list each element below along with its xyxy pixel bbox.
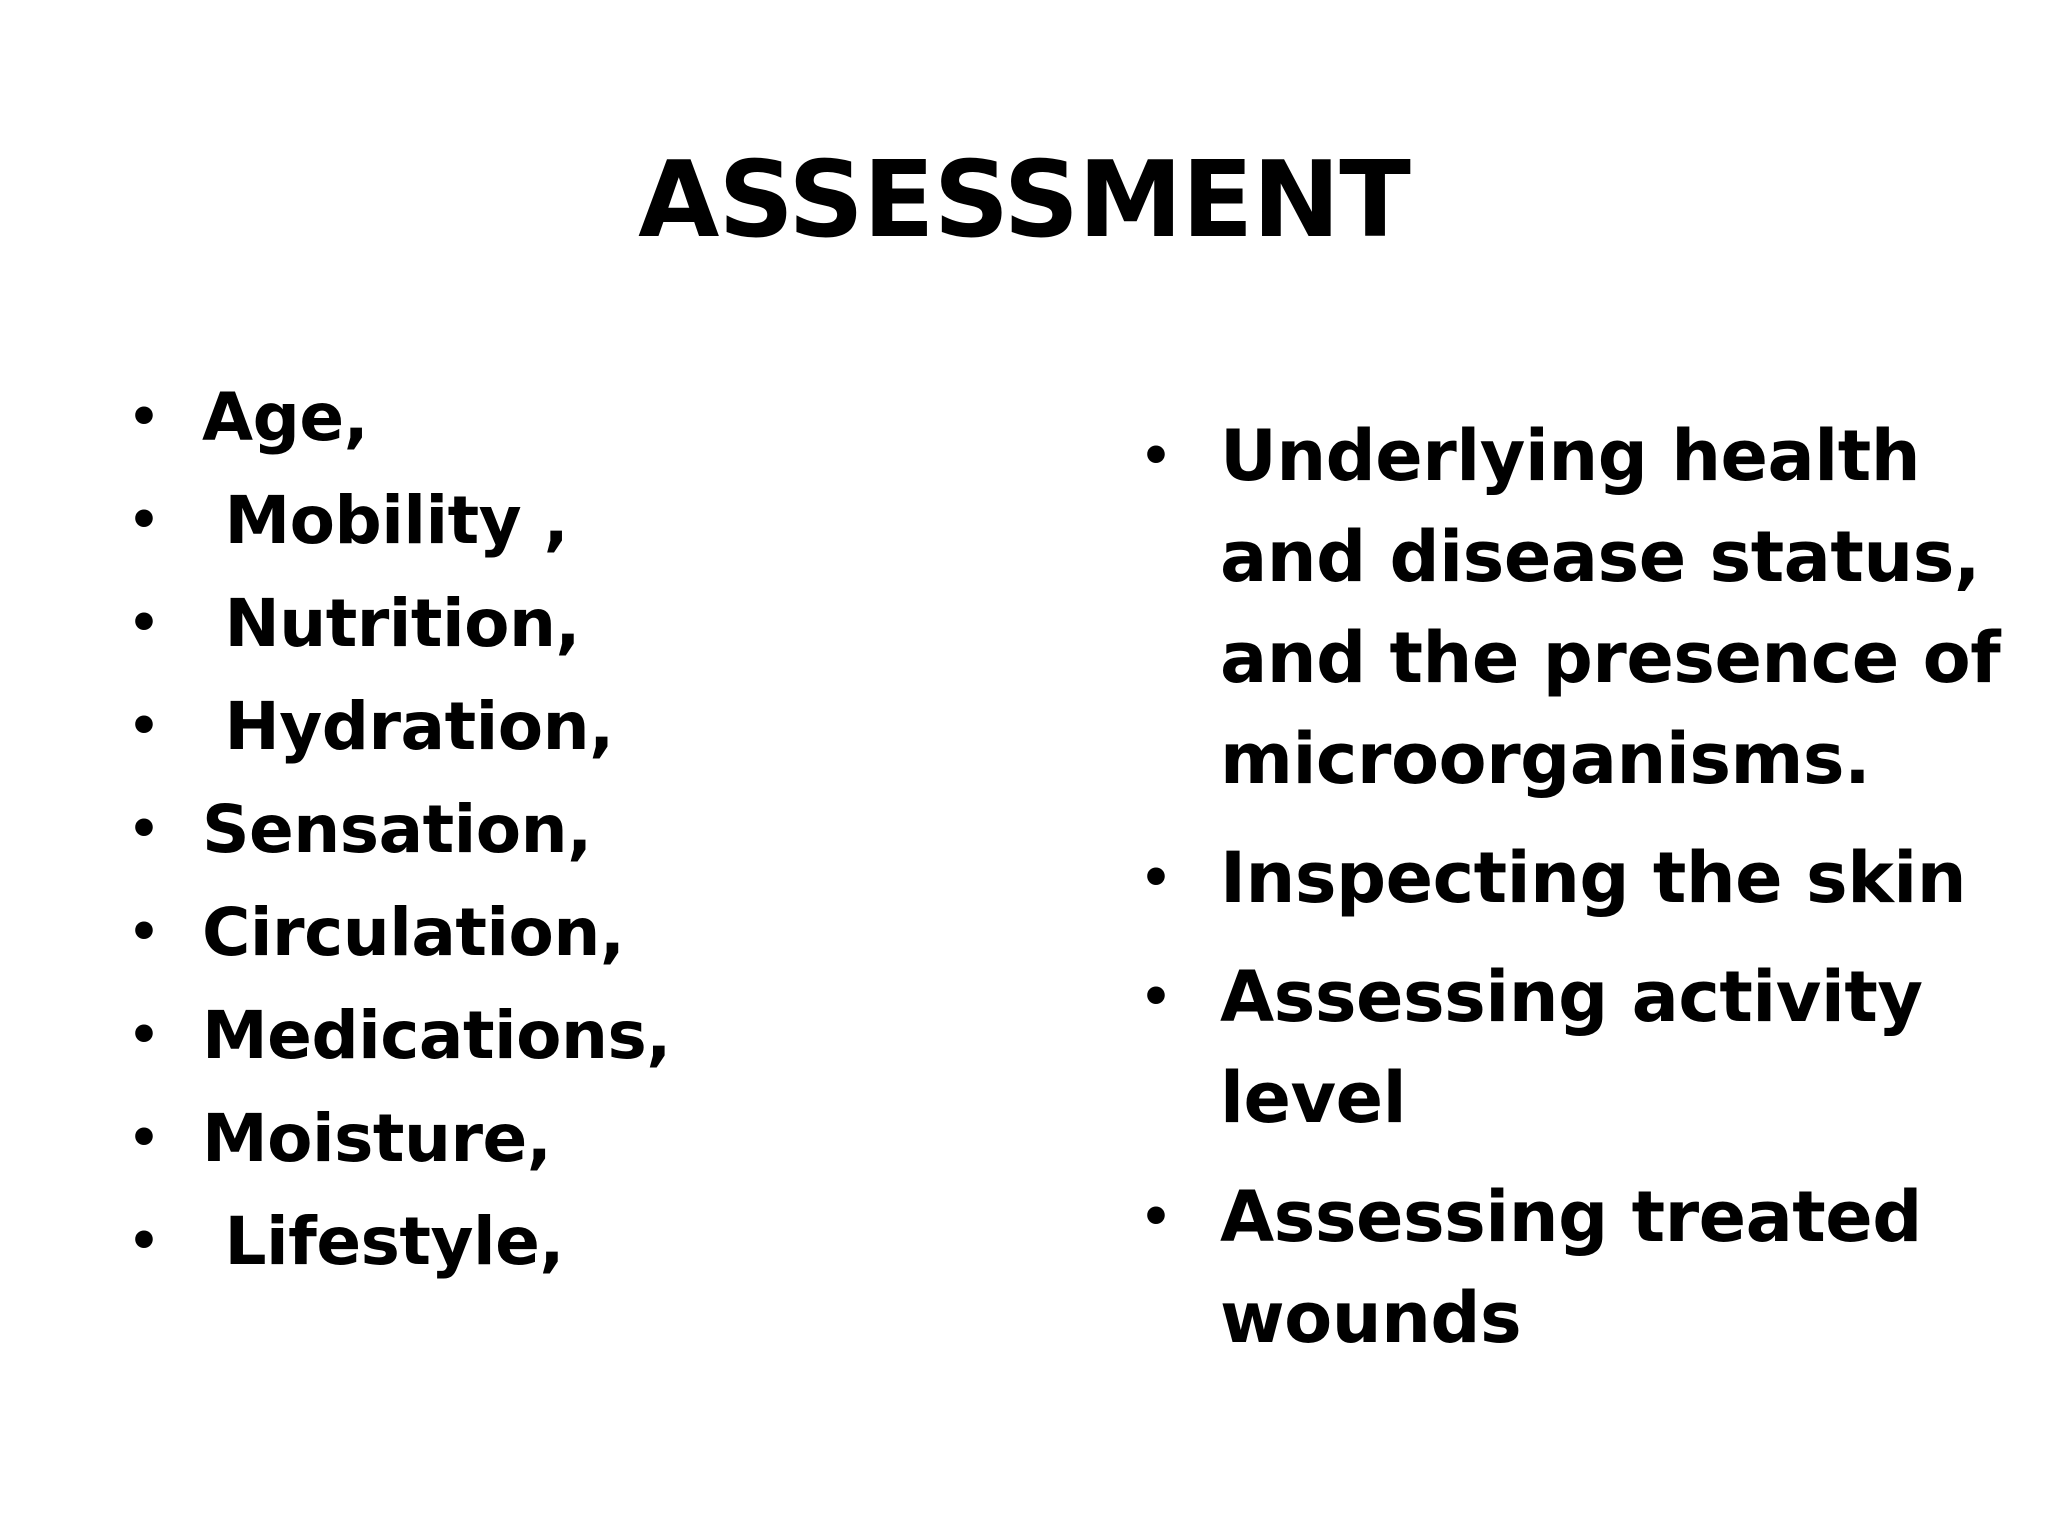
list-item: [128, 881, 1028, 984]
bullet-icon: •: [128, 388, 160, 446]
left-bullet-list: [128, 366, 1028, 1293]
list-item-label: Assessing treated wounds: [1220, 1176, 1922, 1359]
list-item: [128, 366, 1028, 469]
list-item: [128, 1190, 1028, 1293]
list-item-label: Circulation,: [202, 894, 625, 971]
list-item: [1140, 406, 2020, 810]
right-bullet-list: [1140, 406, 2020, 1387]
list-item: [1140, 1167, 2020, 1369]
slide-title: ASSESSMENT: [638, 139, 1410, 261]
list-item: [1140, 947, 2020, 1149]
list-item-label: Age,: [202, 379, 369, 456]
bullet-icon: •: [128, 491, 160, 549]
bullet-icon: •: [1140, 427, 1172, 485]
list-item: [128, 675, 1028, 778]
bullet-icon: •: [128, 800, 160, 858]
list-item: [128, 572, 1028, 675]
list-item-label: Nutrition,: [202, 585, 580, 662]
bullet-icon: •: [128, 903, 160, 961]
list-item: [128, 469, 1028, 572]
list-item: [128, 984, 1028, 1087]
list-item-label: Lifestyle,: [202, 1203, 564, 1280]
bullet-icon: •: [1140, 968, 1172, 1026]
list-item: [128, 778, 1028, 881]
list-item: [1140, 828, 2020, 929]
bullet-icon: •: [128, 1006, 160, 1064]
bullet-icon: •: [1140, 1188, 1172, 1246]
bullet-icon: •: [128, 1212, 160, 1270]
list-item-label: Assessing activity level: [1220, 956, 1923, 1139]
bullet-icon: •: [1140, 849, 1172, 907]
list-item-label: Hydration,: [202, 688, 614, 765]
list-item: [128, 1087, 1028, 1190]
bullet-icon: •: [128, 594, 160, 652]
bullet-icon: •: [128, 1109, 160, 1167]
list-item-label: Underlying health and disease status, and the presence of microorganisms.: [1220, 415, 2001, 800]
list-item-label: Sensation,: [202, 791, 592, 868]
list-item-label: Moisture,: [202, 1100, 552, 1177]
list-item-label: Mobility ,: [202, 482, 569, 559]
list-item-label: Medications,: [202, 997, 671, 1074]
list-item-label: Inspecting the skin: [1220, 837, 1967, 919]
bullet-icon: •: [128, 697, 160, 755]
